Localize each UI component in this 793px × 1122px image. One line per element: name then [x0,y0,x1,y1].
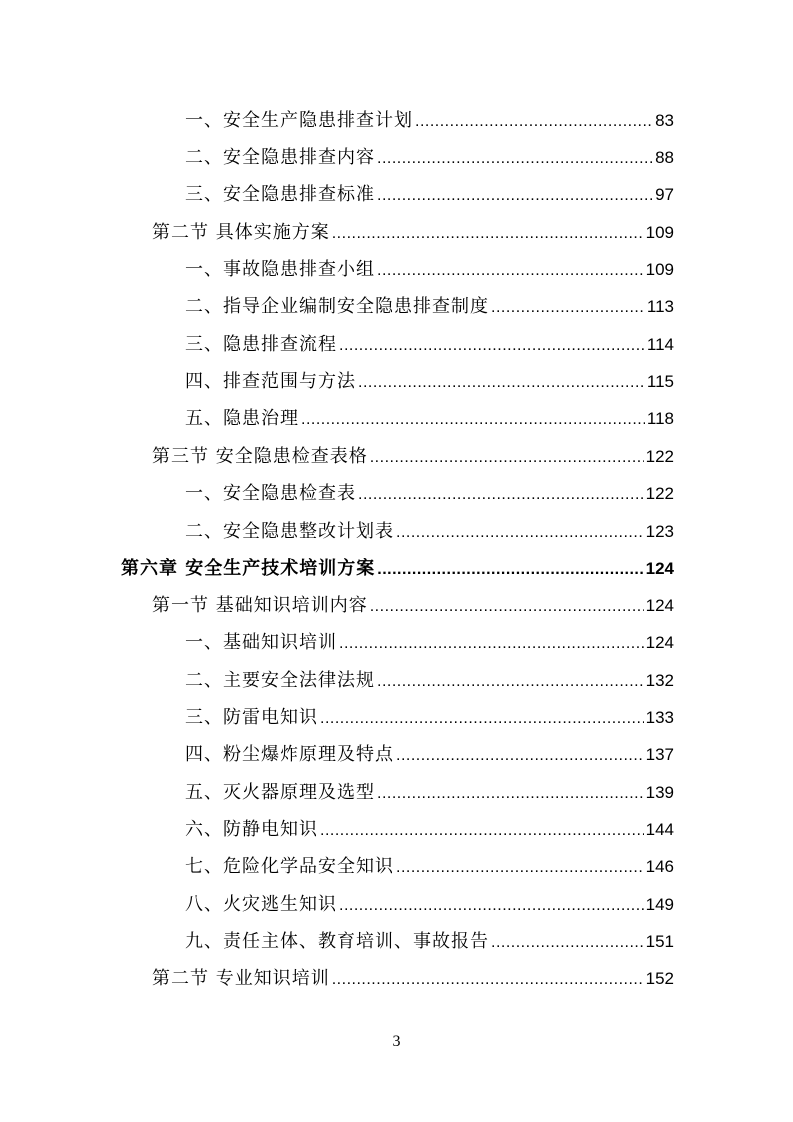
toc-entry-page: 146 [645,857,674,876]
toc-entry-page: 113 [646,297,674,316]
toc-entry-title: 六、防静电知识 [185,819,318,840]
toc-entry[interactable] [185,666,674,696]
toc-entry-title: 一、安全生产隐患排查计划 [185,110,413,131]
toc-leader-dots [377,558,643,579]
toc-leader-dots [377,147,653,168]
toc-entry[interactable] [185,703,674,733]
toc-entry-title: 第一节 基础知识培训内容 [152,595,368,616]
toc-entry[interactable] [152,442,674,472]
toc-leader-dots [358,483,644,504]
toc-leader-dots [491,296,645,317]
toc-entry-title: 三、安全隐患排查标准 [185,184,375,205]
toc-leader-dots [332,968,644,989]
toc-entry-page: 139 [645,783,674,802]
toc-entry-title: 五、灭火器原理及选型 [185,782,375,803]
toc-entry[interactable] [185,180,674,210]
toc-entry[interactable] [185,292,674,322]
toc-entry[interactable] [185,517,674,547]
toc-entry-page: 109 [645,260,674,279]
toc-leader-dots [370,595,644,616]
toc-leader-dots [301,408,645,429]
toc-entry-page: 144 [645,820,674,839]
toc-entry[interactable] [185,404,674,434]
toc-leader-dots [339,632,644,653]
toc-leader-dots [377,670,644,691]
toc-entry-title: 三、隐患排查流程 [185,334,337,355]
toc-entry-title: 八、火灾逃生知识 [185,894,337,915]
toc-entry[interactable] [185,890,674,920]
toc-entry-title: 二、安全隐患整改计划表 [185,521,394,542]
toc-entry[interactable] [185,852,674,882]
toc-leader-dots [377,259,644,280]
toc-entry-page: 132 [645,671,674,690]
toc-leader-dots [358,371,645,392]
toc-entry-page: 122 [645,447,674,466]
toc-entry-title: 一、安全隐患检查表 [185,483,356,504]
toc-entry[interactable] [185,927,674,957]
toc-entry[interactable] [185,143,674,173]
toc-entry[interactable] [185,815,674,845]
toc-entry-title: 二、指导企业编制安全隐患排查制度 [185,296,489,317]
toc-entry-page: 114 [646,335,674,354]
toc-entry-title: 第三节 安全隐患检查表格 [152,446,368,467]
toc-entry[interactable] [185,740,674,770]
toc-leader-dots [320,819,644,840]
toc-entry[interactable] [152,964,674,994]
toc-leader-dots [339,334,645,355]
toc-leader-dots [491,931,644,952]
toc-entry-title: 二、主要安全法律法规 [185,670,375,691]
toc-leader-dots [332,222,644,243]
toc-entry[interactable] [185,367,674,397]
toc-entry-page: 115 [646,372,674,391]
toc-leader-dots [396,856,644,877]
toc-entry-title: 九、责任主体、教育培训、事故报告 [185,931,489,952]
toc-entry-page: 83 [655,111,674,130]
toc-entry-page: 123 [645,522,674,541]
toc-entry-page: 137 [645,745,674,764]
toc-leader-dots [396,521,644,542]
toc-entry-page: 88 [655,148,674,167]
toc-entry-page: 151 [645,932,674,951]
toc-entry-title: 四、粉尘爆炸原理及特点 [185,744,394,765]
toc-entry-title: 三、防雷电知识 [185,707,318,728]
toc-entry-page: 124 [645,596,674,615]
toc-entry-title: 二、安全隐患排查内容 [185,147,375,168]
toc-entry-page: 109 [645,223,674,242]
toc-entry-title: 七、危险化学品安全知识 [185,856,394,877]
toc-leader-dots [396,744,644,765]
toc-entry-page: 124 [645,559,674,578]
toc-entry-title: 四、排查范围与方法 [185,371,356,392]
toc-leader-dots [377,184,653,205]
toc-leader-dots [377,782,644,803]
toc-entry-title: 一、事故隐患排查小组 [185,259,375,280]
toc-leader-dots [320,707,644,728]
toc-entry[interactable] [152,218,674,248]
toc-entry-title: 第二节 具体实施方案 [152,222,330,243]
toc-entry-page: 133 [645,708,674,727]
toc-entry-page: 118 [646,409,674,428]
toc-entry[interactable] [185,330,674,360]
toc-entry-title: 第六章 安全生产技术培训方案 [121,558,376,579]
toc-entry[interactable] [185,106,674,136]
toc-entry[interactable] [185,628,674,658]
toc-leader-dots [415,110,653,131]
toc-entry[interactable] [185,778,674,808]
toc-leader-dots [370,446,644,467]
toc-chapter-entry[interactable] [121,554,674,584]
toc-entry[interactable] [152,591,674,621]
toc-entry-title: 一、基础知识培训 [185,632,337,653]
toc-entry[interactable] [185,255,674,285]
toc-leader-dots [339,894,644,915]
toc-entry-page: 149 [645,895,674,914]
toc-entry-page: 152 [645,969,674,988]
toc-entry-title: 五、隐患治理 [185,408,299,429]
toc-entry[interactable] [185,479,674,509]
toc-entry-page: 122 [645,484,674,503]
toc-entry-page: 97 [655,185,674,204]
page-number: 3 [392,1033,401,1050]
toc-entry-page: 124 [645,633,674,652]
toc-entry-title: 第二节 专业知识培训 [152,968,330,989]
